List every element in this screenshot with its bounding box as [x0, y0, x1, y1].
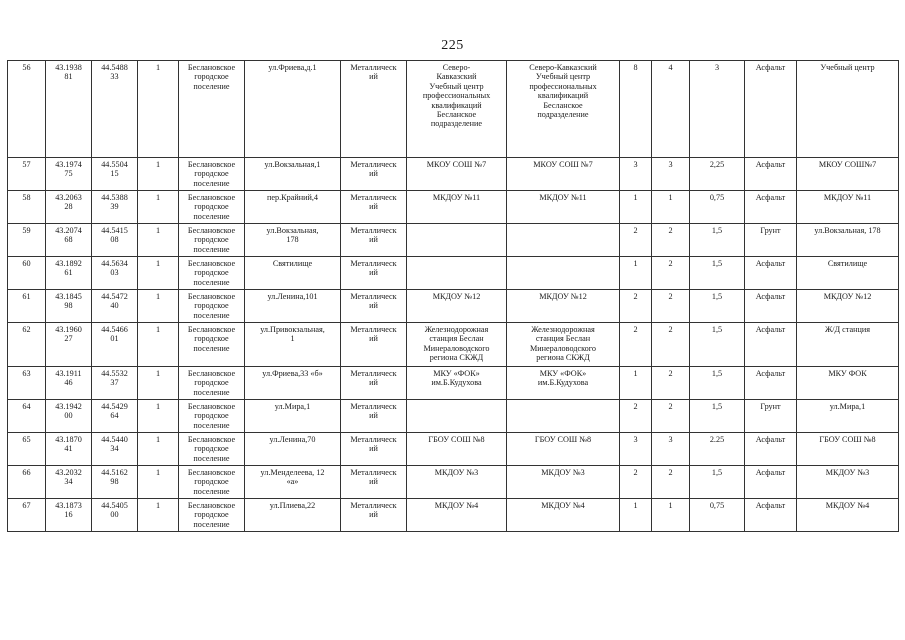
surface-type-cell: Асфальт [745, 191, 797, 224]
surface-type-cell: Асфальт [745, 367, 797, 400]
latitude-cell: 43.1911 46 [46, 367, 92, 400]
registry-table [7, 60, 899, 532]
owner-cell [407, 224, 507, 257]
latitude-cell: 43.1873 16 [46, 499, 92, 532]
area-cell: 2,25 [690, 158, 745, 191]
row-number-cell: 63 [8, 367, 46, 400]
row-number-cell: 57 [8, 158, 46, 191]
table-row [8, 367, 899, 400]
quantity-2-cell: 3 [652, 433, 690, 466]
object-cell: Ж/Д станция [797, 323, 899, 367]
quantity-1-cell: 3 [620, 158, 652, 191]
owner-cell: Железнодорожная станция Беслан Минераловодского региона СКЖД [407, 323, 507, 367]
object-cell: МКДОУ №3 [797, 466, 899, 499]
address-cell: пер.Крайний,4 [245, 191, 341, 224]
container-count-cell: 1 [138, 290, 179, 323]
object-cell: ул.Вокзальная, 178 [797, 224, 899, 257]
longitude-cell: 44.5532 37 [92, 367, 138, 400]
settlement-cell: Беслановское городское поселение [179, 158, 245, 191]
settlement-cell: Беслановское городское поселение [179, 466, 245, 499]
quantity-2-cell: 3 [652, 158, 690, 191]
material-cell: Металлическ ий [341, 499, 407, 532]
quantity-2-cell: 2 [652, 466, 690, 499]
settlement-cell: Беслановское городское поселение [179, 224, 245, 257]
waste-source-cell: ГБОУ СОШ №8 [507, 433, 620, 466]
container-count-cell: 1 [138, 224, 179, 257]
quantity-1-cell: 1 [620, 257, 652, 290]
address-cell: ул.Ленина,70 [245, 433, 341, 466]
longitude-cell: 44.5472 40 [92, 290, 138, 323]
address-cell: ул.Мира,1 [245, 400, 341, 433]
settlement-cell: Беслановское городское поселение [179, 290, 245, 323]
object-cell: МКОУ СОШ№7 [797, 158, 899, 191]
row-number-cell: 62 [8, 323, 46, 367]
row-number-cell: 58 [8, 191, 46, 224]
quantity-2-cell: 2 [652, 224, 690, 257]
object-cell: ГБОУ СОШ №8 [797, 433, 899, 466]
quantity-2-cell: 2 [652, 323, 690, 367]
waste-source-cell: МКДОУ №3 [507, 466, 620, 499]
waste-source-cell [507, 257, 620, 290]
table-row [8, 191, 899, 224]
owner-cell: МКОУ СОШ №7 [407, 158, 507, 191]
waste-source-cell [507, 400, 620, 433]
address-cell: Святилище [245, 257, 341, 290]
quantity-1-cell: 1 [620, 367, 652, 400]
quantity-1-cell: 8 [620, 61, 652, 158]
registry-table-body [8, 61, 899, 532]
page-number: 225 [441, 38, 464, 53]
object-cell: ул.Мира,1 [797, 400, 899, 433]
area-cell: 0,75 [690, 499, 745, 532]
row-number-cell: 59 [8, 224, 46, 257]
area-cell: 3 [690, 61, 745, 158]
latitude-cell: 43.1845 98 [46, 290, 92, 323]
longitude-cell: 44.5429 64 [92, 400, 138, 433]
material-cell: Металлическ ий [341, 400, 407, 433]
latitude-cell: 43.1960 27 [46, 323, 92, 367]
surface-type-cell: Асфальт [745, 466, 797, 499]
container-count-cell: 1 [138, 61, 179, 158]
latitude-cell: 43.1870 41 [46, 433, 92, 466]
surface-type-cell: Грунт [745, 400, 797, 433]
waste-source-cell: МКОУ СОШ №7 [507, 158, 620, 191]
address-cell: ул.Фриева,33 «б» [245, 367, 341, 400]
owner-cell [407, 400, 507, 433]
material-cell: Металлическ ий [341, 433, 407, 466]
material-cell: Металлическ ий [341, 466, 407, 499]
area-cell: 2.25 [690, 433, 745, 466]
table-row [8, 257, 899, 290]
latitude-cell: 43.1942 00 [46, 400, 92, 433]
container-count-cell: 1 [138, 400, 179, 433]
latitude-cell: 43.1938 81 [46, 61, 92, 158]
container-count-cell: 1 [138, 466, 179, 499]
settlement-cell: Беслановское городское поселение [179, 61, 245, 158]
container-count-cell: 1 [138, 367, 179, 400]
table-row [8, 466, 899, 499]
address-cell: ул.Ленина,101 [245, 290, 341, 323]
owner-cell: МКДОУ №12 [407, 290, 507, 323]
table-row [8, 224, 899, 257]
container-count-cell: 1 [138, 191, 179, 224]
material-cell: Металлическ ий [341, 367, 407, 400]
quantity-2-cell: 1 [652, 499, 690, 532]
surface-type-cell: Асфальт [745, 61, 797, 158]
settlement-cell: Беслановское городское поселение [179, 499, 245, 532]
settlement-cell: Беслановское городское поселение [179, 433, 245, 466]
material-cell: Металлическ ий [341, 224, 407, 257]
area-cell: 1,5 [690, 323, 745, 367]
row-number-cell: 66 [8, 466, 46, 499]
container-count-cell: 1 [138, 158, 179, 191]
row-number-cell: 64 [8, 400, 46, 433]
waste-source-cell: МКДОУ №12 [507, 290, 620, 323]
settlement-cell: Беслановское городское поселение [179, 191, 245, 224]
surface-type-cell: Асфальт [745, 499, 797, 532]
settlement-cell: Беслановское городское поселение [179, 400, 245, 433]
owner-cell: МКДОУ №11 [407, 191, 507, 224]
longitude-cell: 44.5405 00 [92, 499, 138, 532]
latitude-cell: 43.2032 34 [46, 466, 92, 499]
address-cell: ул.Фриева,д.1 [245, 61, 341, 158]
row-number-cell: 67 [8, 499, 46, 532]
waste-source-cell: МКДОУ №11 [507, 191, 620, 224]
address-cell: ул.Вокзальная,1 [245, 158, 341, 191]
table-row [8, 433, 899, 466]
waste-source-cell: Северо-Кавказский Учебный центр профессиональных квалификаций Бесланское подразделение [507, 61, 620, 158]
quantity-2-cell: 2 [652, 400, 690, 433]
quantity-2-cell: 2 [652, 367, 690, 400]
address-cell: ул.Привокзальная, 1 [245, 323, 341, 367]
quantity-1-cell: 1 [620, 499, 652, 532]
waste-source-cell: Железнодорожная станция Беслан Минераловодского региона СКЖД [507, 323, 620, 367]
quantity-1-cell: 1 [620, 191, 652, 224]
quantity-1-cell: 2 [620, 224, 652, 257]
longitude-cell: 44.5504 15 [92, 158, 138, 191]
settlement-cell: Беслановское городское поселение [179, 367, 245, 400]
quantity-2-cell: 1 [652, 191, 690, 224]
longitude-cell: 44.5162 98 [92, 466, 138, 499]
material-cell: Металлическ ий [341, 257, 407, 290]
longitude-cell: 44.5634 03 [92, 257, 138, 290]
surface-type-cell: Асфальт [745, 323, 797, 367]
row-number-cell: 65 [8, 433, 46, 466]
quantity-1-cell: 3 [620, 433, 652, 466]
table-row [8, 400, 899, 433]
settlement-cell: Беслановское городское поселение [179, 323, 245, 367]
area-cell: 1,5 [690, 290, 745, 323]
object-cell: МКДОУ №4 [797, 499, 899, 532]
address-cell: ул.Плиева,22 [245, 499, 341, 532]
area-cell: 1,5 [690, 466, 745, 499]
owner-cell: ГБОУ СОШ №8 [407, 433, 507, 466]
longitude-cell: 44.5466 01 [92, 323, 138, 367]
material-cell: Металлическ ий [341, 191, 407, 224]
settlement-cell: Беслановское городское поселение [179, 257, 245, 290]
container-count-cell: 1 [138, 323, 179, 367]
area-cell: 1,5 [690, 400, 745, 433]
owner-cell [407, 257, 507, 290]
material-cell: Металлическ ий [341, 323, 407, 367]
owner-cell: МКДОУ №4 [407, 499, 507, 532]
address-cell: ул.Вокзальная, 178 [245, 224, 341, 257]
table-row [8, 158, 899, 191]
row-number-cell: 56 [8, 61, 46, 158]
table-row [8, 323, 899, 367]
table-row [8, 290, 899, 323]
surface-type-cell: Асфальт [745, 257, 797, 290]
latitude-cell: 43.2063 28 [46, 191, 92, 224]
latitude-cell: 43.2074 68 [46, 224, 92, 257]
surface-type-cell: Асфальт [745, 158, 797, 191]
quantity-2-cell: 4 [652, 61, 690, 158]
quantity-2-cell: 2 [652, 257, 690, 290]
longitude-cell: 44.5488 33 [92, 61, 138, 158]
material-cell: Металлическ ий [341, 158, 407, 191]
table-row [8, 61, 899, 158]
longitude-cell: 44.5388 39 [92, 191, 138, 224]
waste-source-cell: МКУ «ФОК» им.Б.Кудухова [507, 367, 620, 400]
owner-cell: МКДОУ №3 [407, 466, 507, 499]
object-cell: Святилище [797, 257, 899, 290]
address-cell: ул.Менделеева, 12 «а» [245, 466, 341, 499]
waste-source-cell: МКДОУ №4 [507, 499, 620, 532]
latitude-cell: 43.1892 61 [46, 257, 92, 290]
surface-type-cell: Асфальт [745, 433, 797, 466]
table-row [8, 499, 899, 532]
waste-source-cell [507, 224, 620, 257]
object-cell: МКДОУ №11 [797, 191, 899, 224]
object-cell: Учебный центр [797, 61, 899, 158]
longitude-cell: 44.5440 34 [92, 433, 138, 466]
row-number-cell: 61 [8, 290, 46, 323]
quantity-1-cell: 2 [620, 290, 652, 323]
quantity-2-cell: 2 [652, 290, 690, 323]
owner-cell: МКУ «ФОК» им.Б.Кудухова [407, 367, 507, 400]
object-cell: МКДОУ №12 [797, 290, 899, 323]
longitude-cell: 44.5415 08 [92, 224, 138, 257]
area-cell: 1,5 [690, 257, 745, 290]
area-cell: 0,75 [690, 191, 745, 224]
object-cell: МКУ ФОК [797, 367, 899, 400]
area-cell: 1,5 [690, 367, 745, 400]
material-cell: Металлическ ий [341, 290, 407, 323]
quantity-1-cell: 2 [620, 400, 652, 433]
container-count-cell: 1 [138, 433, 179, 466]
container-count-cell: 1 [138, 257, 179, 290]
row-number-cell: 60 [8, 257, 46, 290]
container-count-cell: 1 [138, 499, 179, 532]
quantity-1-cell: 2 [620, 323, 652, 367]
surface-type-cell: Грунт [745, 224, 797, 257]
latitude-cell: 43.1974 75 [46, 158, 92, 191]
area-cell: 1,5 [690, 224, 745, 257]
material-cell: Металлическ ий [341, 61, 407, 158]
surface-type-cell: Асфальт [745, 290, 797, 323]
quantity-1-cell: 2 [620, 466, 652, 499]
owner-cell: Северо- Кавказский Учебный центр профессиональных квалификаций Бесланское подразделение [407, 61, 507, 158]
